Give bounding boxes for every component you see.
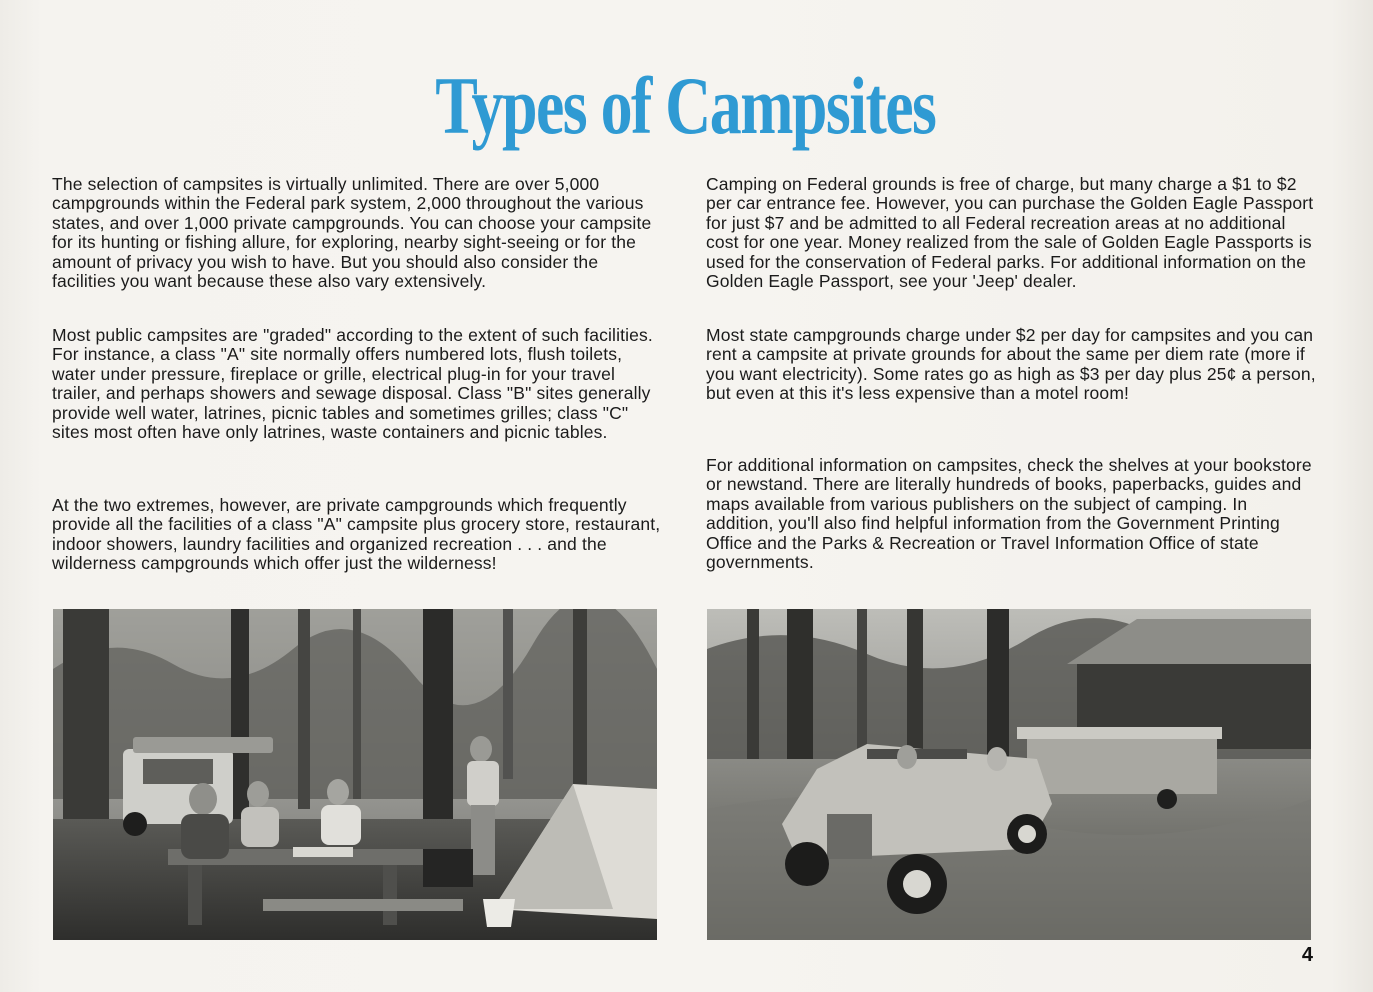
- page-number: 4: [1301, 944, 1313, 966]
- left-paragraph-2: Most public campsites are "graded" according to the extent of such facilities. For instance, a class "A" site normally offers numbered lots, flush toilets, water under pressure, fireplace or grille, electrical plug-in for your travel trailer, and perhaps showers and sewage disposal. Class "B" sites generally provide well water, latrines, picnic tables and sometimes grilles; class "C" sites most often have only latrines, waste containers and picnic tables.: [52, 325, 653, 443]
- left-paragraph-1: The selection of campsites is virtually unlimited. There are over 5,000 campgrounds within the Federal park system, 2,000 throughout the various states, and over 1,000 private campgrounds. You can choose your campsite for its hunting or fishing allure, for exploring, nearby sight-seeing or for the amount of privacy you wish to have. But you should also consider the facilities you want because these also vary extensively.: [52, 174, 652, 292]
- left-paragraph-3: At the two extremes, however, are private campgrounds which frequently provide all the facilities of a class "A" campsite plus grocery store, restaurant, indoor showers, laundry facilities and organized recreation . . . and the wilderness campgrounds which offer just the wilderness!: [52, 495, 661, 574]
- page-title: Types of Campsites: [435, 60, 936, 151]
- right-paragraph-1: Camping on Federal grounds is free of charge, but many charge a $1 to $2 per car entrance fee. However, you can purchase the Golden Eagle Passport for just $7 and be admitted to all Federal recreation areas at no additional cost for one year. Money realized from the sale of Golden Eagle Passports is used for the conservation of Federal parks. For additional information on the Golden Eagle Passport, see your 'Jeep' dealer.: [706, 174, 1314, 292]
- jeep-trailer-photo: [707, 609, 1311, 940]
- campsite-picnic-photo: [53, 609, 657, 940]
- right-paragraph-3: For additional information on campsites, check the shelves at your bookstore or newstand. There are literally hundreds of books, paperbacks, guides and maps available from various publishers on the subject of camping. In addition, you'll also find helpful information from the Government Printing Office and the Parks & Recreation or Travel Information Office of state governments.: [706, 455, 1312, 573]
- right-paragraph-2: Most state campgrounds charge under $2 per day for campsites and you can rent a campsite at private grounds for about the same per diem rate (more if you want electricity). Some rates go as high as $3 per day plus 25¢ a person, but even at this it's less expensive than a motel room!: [706, 325, 1316, 404]
